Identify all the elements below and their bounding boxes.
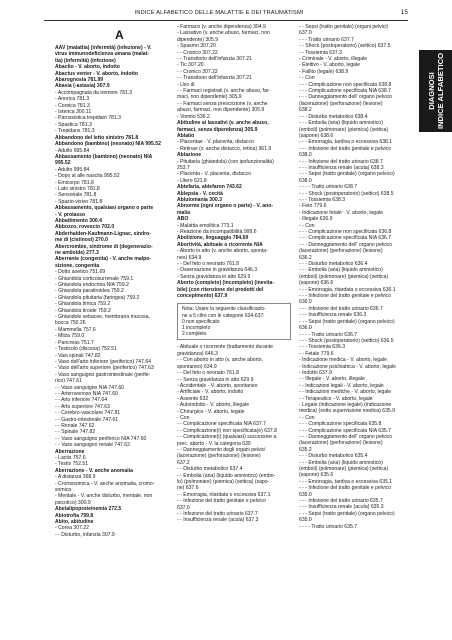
index-sub-entry: - - - Disturbo metabolico 635.4	[299, 453, 368, 460]
index-sub-entry: - - Spinale 747.82	[55, 429, 96, 436]
index-column-3	[299, 24, 417, 530]
index-sub-entry: - - - Complicazione non specificata 636.8	[299, 229, 392, 235]
index-sub-entry: - - - Tossiemia 636.3	[299, 344, 346, 351]
index-main-entry: Abercrombie, sindrome di (degenerazio-	[55, 243, 153, 250]
index-sub-entry: - - - Embolia (aria) (liquido amniotico)	[299, 267, 383, 274]
index-sub-entry: abuso, farmaci, non dipendente) 305.9	[177, 107, 265, 114]
index-sub-entry: - - - Complicazione specificata NIA 638.7	[299, 88, 392, 95]
index-sub-entry: - - - Sepsi (tratto genitale) (organo pelvico)	[299, 510, 395, 517]
index-sub-entry: - - Embolia (aria) (liquido amniotico) (embo-	[177, 472, 276, 479]
index-sub-entry: rico) 747.61	[55, 378, 82, 385]
index-sub-entry: - Pancreas 751.7	[55, 339, 94, 346]
index-sub-entry: - - - Insufficienza renale 636.3	[299, 312, 367, 319]
index-sub-entry: - - - Embolia (aria) (liquido amniotico)	[299, 120, 383, 127]
index-sub-entry: - Osservazione in gravidanza 646.3	[177, 267, 258, 274]
index-main-entry: Abolizione, linguaggio 784.69	[177, 235, 249, 242]
index-sub-entry: - - Con	[299, 222, 315, 229]
index-sub-entry: - Ghiandola pituitaria (faringea) 759.2	[55, 294, 140, 301]
index-sub-entry: - - Complicazione(i) (qualsiasi) successive a	[177, 434, 277, 441]
index-main-entry: virus immunodeficienza umana (malat-	[55, 51, 149, 58]
index-sub-entry: - Autoindotto - V. aborto, illegale	[177, 402, 250, 409]
index-sub-entry: - Feto 779.6	[299, 203, 327, 210]
index-sub-entry: - Ghiandola paratiroidea 759.2	[55, 288, 124, 295]
index-sub-entry: - Assente 632	[177, 395, 209, 402]
index-sub-entry: - Illegale 636.9	[299, 216, 333, 223]
index-sub-entry: - Accidentale - V. aborto, spontaneo	[177, 382, 258, 389]
index-sub-entry: - - Transitorio dell'infanzia 307.21	[177, 56, 252, 63]
index-sub-entry: - - - Tossiemia 638.3	[299, 196, 346, 203]
index-sub-entry: - - Vaso sanguigno renale 747.62	[55, 442, 130, 449]
index-sub-entry: - Legale (indicazione legale) (indicazione	[299, 401, 392, 408]
index-sub-entry: - - Cronico 307.22	[177, 68, 218, 75]
index-sub-entry: - Farmaco (v. anche dipendenza) 304.9	[177, 24, 266, 30]
index-sub-entry: - - Senza gravidanza in atto 629.9	[177, 376, 254, 383]
index-sub-entry: (lacerazione) (perforazione) (lesione)	[177, 453, 261, 460]
index-sub-entry: (emboli) (polmonare) (piemica) (settica)	[299, 273, 389, 280]
index-sub-entry: psicotico) 300.9	[55, 499, 91, 506]
index-sub-entry: 637.0	[177, 504, 190, 511]
index-sub-entry: - Indicazione fetale - V. aborto, legale	[299, 209, 383, 216]
index-sub-entry: - - - Embolia (aria) (liquido amniotico)	[299, 459, 383, 466]
index-sub-entry: - Adulto 995.84	[55, 166, 90, 173]
index-main-entry: Abbozzo, rovescio 702.0	[55, 224, 115, 231]
coding-note-line: Nota: Usare la seguente classificazio-	[182, 306, 266, 313]
index-sub-entry: spontaneo) 634.9	[177, 363, 217, 370]
index-main-entry: AAV (malattia) (infermità) (infezione) - V.	[55, 45, 152, 51]
index-sub-entry: - Lassativo (v. anche abuso, farmaci, non	[177, 30, 270, 37]
index-sub-entry: - Dopo al alle nascita 995.52	[55, 173, 120, 180]
index-sub-entry: - - Insufficienza renale (acuta) 637.3	[177, 517, 259, 524]
index-sub-entry: - Lato sinistro 781.8	[55, 185, 100, 192]
index-sub-entry: - Anorica 781.3	[55, 96, 90, 103]
index-sub-entry: - Vaso dell'arto inferiore (periferico) 747.64	[55, 358, 152, 365]
index-sub-entry: - Artificiale - V. aborto, indotto	[177, 389, 244, 396]
index-sub-entry: - - - - Tratto urinario 636.7	[299, 331, 358, 338]
index-sub-entry: - - - Shock (postoperatorio) (settico) 638.5	[299, 190, 394, 197]
index-sub-entry: - Vasi spinali 747.82	[55, 352, 101, 359]
index-sub-entry: - Retinae (v. anche distacco, retina) 361.9	[177, 145, 272, 152]
index-sub-entry: - - - - Tratto urinario 635.7	[299, 523, 358, 530]
index-sub-entry: - Abituale o ricorrente (trattamento durante	[177, 344, 273, 351]
index-sub-entry: - Mammella 757.6	[55, 326, 96, 333]
index-sub-entry: - - Sepsi (tratto genitale) (organi pelvici)	[299, 24, 389, 30]
index-sub-entry: - - Con	[299, 75, 315, 82]
index-main-entry: Ablazione	[177, 152, 202, 159]
index-main-entry: Abbandono (bambino) (neonato) NIA 995.52	[55, 141, 161, 148]
index-main-entry: me di (cistinosi) 270.0	[55, 237, 108, 244]
index-sub-entry: - - - - Tratto urinario 638.7	[299, 184, 358, 191]
index-main-entry: Abtefaria, ablefaron 743.62	[177, 184, 242, 191]
index-sub-entry: - - Transitorio dell'infanzia 307.21	[177, 75, 252, 82]
index-main-entry: Abbassamento (bambino) (neonato) NIA	[55, 153, 153, 160]
coding-note-line: 2 completo	[182, 331, 207, 338]
index-sub-entry: - - - Emorragia, tardiva o eccessiva 638.1	[299, 139, 393, 146]
index-column-1	[55, 24, 173, 538]
index-sub-entry: 637.2	[177, 459, 190, 466]
index-sub-entry: - - - Infezione del tratto urinario 635.7	[299, 498, 383, 505]
index-main-entry: ne amiloide) 277.3	[55, 250, 99, 256]
index-main-entry: Abarognosia 781.99	[55, 77, 104, 84]
index-main-entry: Abiotrofia 799.8	[55, 512, 94, 519]
index-sub-entry: (lacerazione) (perforazione) (lesione)	[299, 440, 383, 447]
index-sub-entry: - - Complicazione specificata NIA 637.7	[177, 421, 266, 428]
index-sub-entry: - Ghiandola tiroide 759.2	[55, 307, 111, 314]
index-sub-entry: - - - Infezione del tratto urinario 638.7	[299, 158, 383, 165]
index-main-entry: Abito, abitudine	[55, 519, 94, 526]
index-sub-entry: - Placentae - V. placenta, distacco	[177, 139, 254, 146]
index-sub-entry: - - - Insufficienza renale (acuta) 638.3	[299, 164, 384, 171]
index-sub-entry: - Aborto in atto (v. anche aborto, sponta-	[177, 248, 268, 255]
index-sub-entry: (emboli) (polmonare) (piemica) (settica)	[299, 126, 389, 133]
index-sub-entry: - - - Infezione del tratto genitale e pelvico	[299, 145, 392, 152]
index-sub-entry: gravidanza) 646.3	[177, 350, 218, 357]
index-sub-entry: - Ghiandola timica 759.2	[55, 301, 111, 308]
index-sub-entry: - Vomito 536.2	[177, 113, 210, 120]
index-sub-entry: 638.2	[299, 107, 312, 114]
index-sub-entry: (lacerazione) (perforazione) (lesione)	[299, 100, 383, 107]
index-sub-entry: 635.0	[299, 517, 312, 524]
index-sub-entry: dipendente) 305.9	[177, 36, 219, 43]
index-main-entry: 995.52	[55, 160, 71, 167]
index-sub-entry: - Adulto 995.84	[55, 147, 90, 154]
index-sub-entry: - Criminale - V. aborto, illegale	[299, 56, 368, 63]
index-sub-entry: - Indicazione psichiatrica - V. aborto, legale	[299, 363, 396, 370]
index-main-entry: Aberrante (congenita) - V. anche malpo-	[55, 256, 152, 263]
index-sub-entry: - Emicorpo 781.8	[55, 179, 94, 186]
index-sub-entry: - Malattia emolitica 773.1	[177, 222, 234, 229]
index-sub-entry: - - Shock (postoperatorio) (settico) 637.5	[299, 43, 391, 50]
index-sub-entry: (sapone) 636.6	[299, 280, 334, 287]
index-sub-entry: - - Del feto o neonato 761.8	[177, 370, 240, 377]
index-sub-entry: (sapone) 638.6	[299, 132, 334, 139]
index-sub-entry: (lacerazione) (perforazione) (lesione)	[299, 248, 383, 255]
index-sub-entry: - - Illegale - V. aborto, illegale	[299, 376, 365, 383]
index-sub-entry: 637.0	[299, 30, 312, 37]
index-sub-entry: - - Terapeutico - V. aborto, legale	[299, 395, 373, 402]
index-sub-entry: - - - Sepsi (tratto genitale) (organo pelvico)	[299, 318, 395, 325]
index-sub-entry: - - - Shock (postoperatorio) (settico) 636.5	[299, 337, 394, 344]
index-sub-entry: - Ghiandola corticosurrenale 759.1	[55, 275, 134, 282]
index-sub-entry: - Uso di	[177, 81, 195, 88]
index-main-entry: Abbassamento, qualsiasi organo o parte	[55, 205, 154, 212]
index-sub-entry: - - - Complicazione specificata NIA 635.7	[299, 427, 392, 434]
index-main-entry: Abactio - V. aborto, indotto	[55, 64, 120, 71]
index-sub-entry: 638.0	[299, 152, 312, 159]
index-sub-entry: - Cromosomica - V. anche anomalia, cromo-	[55, 480, 155, 487]
index-sub-entry: - - Arterovenoso NIA 747.60	[55, 390, 118, 397]
index-sub-entry: - - - Danneggiamento dell' organo pelvico	[299, 241, 392, 248]
index-sub-entry: - - Tossiemia 637.3	[299, 49, 342, 56]
index-sub-entry: - - Gastro-intestinale 747.61	[55, 416, 119, 423]
index-sub-entry: - - - Insufficienza renale (acuta) 635.3	[299, 504, 384, 511]
index-main-entry: bile) (con ritenzione dei prodotti del	[177, 286, 264, 293]
index-sub-entry: - - Vaso sanguigno periferico NIA 747.60	[55, 435, 147, 442]
index-sub-entry: - - - Emorragia, tardiva o eccessiva 635.1	[299, 478, 393, 485]
index-sub-entry: - Con	[177, 414, 190, 421]
index-sub-entry: - A distanza 368.9	[55, 474, 96, 481]
index-sub-entry: 638.0	[299, 177, 312, 184]
index-sub-entry: - - Indicazioni legali - V. aborto, legale	[299, 382, 384, 389]
index-sub-entry: 253.7	[177, 164, 190, 171]
index-main-entry: Abetalipoproteinemia 272.5	[55, 506, 122, 513]
index-sub-entry: - Spasmo 307.20	[177, 43, 216, 50]
index-column-2	[177, 24, 295, 524]
index-sub-entry: - - - Infezione del tratto genitale e pelvico	[299, 485, 392, 492]
index-sub-entry: 635.2	[299, 446, 312, 453]
page-number: 15	[400, 9, 408, 16]
index-sub-entry: - - Farmaci registrati (v. anche abuso, far-	[177, 88, 271, 95]
index-main-entry: Abactus venter - V. aborto, indotto	[55, 70, 139, 77]
index-sub-entry: - - Arto inferiore 747.64	[55, 397, 108, 404]
index-main-entry: Abasia (-astasia) 307.9	[55, 83, 110, 90]
index-sub-entry: - Indotto 637.9	[299, 369, 332, 376]
index-sub-entry: - Ghiandole sebacee, membrana mucosa,	[55, 314, 150, 321]
index-sub-entry: - Coreica 781.3	[55, 102, 90, 109]
index-sub-entry: - Accompagnata da tremore 781.3	[55, 89, 133, 96]
index-sub-entry: - - Disturbo, infanzia 307.9	[55, 531, 115, 538]
index-sub-entry: bocca 750.26	[55, 320, 86, 327]
index-sub-entry: - Vaso sanguigno gastrointestinale (perife-	[55, 371, 151, 378]
index-sub-entry: - Spastica 781.3	[55, 121, 92, 128]
index-sub-entry: - - Complicazione(i) non specificata(e) 637.8	[177, 427, 277, 434]
index-sub-entry: 636.2	[299, 254, 312, 261]
index-sub-entry: - - Del feto o neonato 761.8	[177, 261, 240, 268]
index-sub-entry: 636.0	[299, 325, 312, 332]
index-main-entry: Abbattimento 300.4	[55, 217, 102, 224]
index-sub-entry: - - Con aborto in atto (v. anche aborto,	[177, 357, 263, 364]
index-sub-entry: - Sensoriale 781.8	[55, 192, 97, 199]
index-sub-entry: - - Disturbo metabolico 637.4	[177, 466, 243, 473]
index-sub-entry: prec. aborto - V. la categoria 639	[177, 440, 251, 447]
index-sub-entry: - Corea 307.22	[55, 525, 89, 532]
index-main-entry: Ablepsia - V. cecità	[177, 190, 223, 197]
index-sub-entry: - Testis 752.51	[55, 461, 89, 468]
index-sub-entry: - - Cerebro-vascolare 747.81	[55, 410, 121, 417]
section-side-tab	[419, 50, 452, 132]
index-sub-entry: (emboli) (polmonare) (piemica) (settica)	[299, 466, 389, 473]
index-sub-entry: - Vaso dell'arto superiore (periferico) 747.63	[55, 365, 154, 372]
index-sub-entry: somica	[55, 487, 72, 494]
index-sub-entry: - Pituitaria (ghiandola) (con ipofunzionalità)	[177, 158, 274, 165]
index-sub-entry: - Placenta - V. placenta, distacco	[177, 171, 251, 178]
coding-note-box	[177, 303, 291, 340]
index-main-entry: Ablatio	[177, 132, 195, 139]
index-sub-entry: - - - Infezione del tratto urinario 636.7	[299, 305, 383, 312]
index-sub-entry: - - - Complicazione non specificata 638.8	[299, 81, 392, 88]
side-tab-line-1: DIAGNOSI	[426, 72, 436, 110]
coding-note-line: 1 incompleto	[182, 325, 211, 332]
index-sub-entry: - - Fetale 779.6	[299, 350, 334, 357]
index-sub-entry: - - Infezione del tratto genitale e pelvico	[177, 498, 266, 505]
index-sub-entry: - - Renale 747.62	[55, 422, 95, 429]
index-sub-entry: - Spazio-visivo 781.8	[55, 198, 103, 205]
index-main-entry: Abnorme (ogni organo o parte) - V. ano-	[177, 203, 274, 210]
index-sub-entry: - - Infezione del tratto urinario 637.7	[177, 511, 258, 518]
index-main-entry: tia) (infermità) (infezione)	[55, 57, 116, 64]
index-sub-entry: - Isterica 300.11	[55, 109, 92, 116]
index-sub-entry: ne) 637.6	[177, 485, 199, 492]
index-main-entry: ABO	[177, 216, 189, 223]
index-sub-entry: - - - Danneggiamento dell' organo pelvico	[299, 434, 392, 440]
index-sub-entry: - - - Disturbo metabolico 636.4	[299, 261, 368, 268]
index-sub-entry: - - - Complicazione specificata 635.8	[299, 421, 382, 428]
index-sub-entry: 636.0	[299, 299, 312, 306]
index-main-entry: malia	[177, 209, 191, 216]
index-sub-entry: - Parossistica trepidant 781.3	[55, 115, 121, 122]
index-sub-entry: - - Arto superiore 747.63	[55, 403, 110, 410]
index-main-entry: concepimento) 637.9	[177, 293, 228, 300]
coding-note-line: 0 non specificato	[182, 318, 220, 325]
index-sub-entry: - Testicolo (discesa) 752.51	[55, 346, 117, 353]
index-sub-entry: - - - Infezione del tratto genitale e pelvico	[299, 293, 392, 300]
index-sub-entry: - Trepidans 781.3	[55, 128, 95, 135]
index-sub-entry: - Milza 759.0	[55, 333, 85, 340]
running-title: INDICE ALFABETICO DELLE MALATTIE E DEI TRAUMATISMI	[134, 10, 304, 16]
index-main-entry: Aberrazione	[55, 448, 85, 455]
page-header	[44, 8, 408, 20]
index-sub-entry: - Mentale - V. anche disturbo, mentale, non	[55, 493, 153, 500]
index-sub-entry: (sapone) 635.6	[299, 472, 334, 479]
index-main-entry: Ablutomania 300.3	[177, 196, 223, 203]
index-sub-entry: - Tic 307.20	[177, 62, 204, 69]
index-sub-entry: neo) 634.9	[177, 254, 202, 261]
header-rule	[44, 20, 408, 21]
index-sub-entry: - - - Sepsi (tratto genitale) (organo pelvico)	[299, 171, 395, 178]
index-sub-entry: - - - Complicazione specificata NIA 636.7	[299, 235, 392, 242]
index-sub-entry: medica) (sotto supervisione medica) 635.9	[299, 408, 395, 415]
index-sub-entry: lo) (polmonare) (piemica) (settica) (sapo-	[177, 479, 270, 486]
index-sub-entry: - - Farmaci senza prescrizione (v. anche	[177, 100, 268, 107]
index-sub-entry: - - - Disturbo metabolico 638.4	[299, 113, 368, 120]
index-sub-entry: - Senza gravidanza in atto 629.9	[177, 273, 251, 280]
index-sub-entry: maci, non dipendente) 305.9	[177, 94, 242, 101]
index-main-entry: Abortività, abituale o ricorrente NIA	[177, 241, 263, 248]
index-sub-entry: - - - Tratto urinario 637.7	[299, 36, 354, 43]
index-sub-entry: - - Danneggiamento degli organi pelvici	[177, 446, 266, 453]
index-sub-entry: - - - Emorragia, ritardata o eccessiva 636.1	[299, 286, 396, 293]
index-sub-entry: 635.0	[299, 491, 312, 498]
coding-note-line: ne a 5 cifre con le categorie 634-637:	[182, 312, 265, 319]
index-sub-entry: - Chirurgico - V. aborto, legale	[177, 408, 245, 415]
index-main-entry: Abitudine ai lassativi (v. anche abuso,	[177, 120, 269, 127]
index-main-entry: - V. prolasso	[55, 211, 86, 218]
index-sub-entry: - - Emorragia, ritardata o eccessiva 637.1	[177, 491, 271, 498]
index-sub-entry: - Lactis 757.6	[55, 455, 86, 461]
index-sub-entry: - Fallito (legale) 638.9	[299, 68, 349, 75]
side-tab-line-2: INDICE ALFABETICO	[435, 52, 445, 130]
index-sub-entry: - - Vaso sanguigno NIA 747.60	[55, 384, 124, 391]
index-main-entry: Aberrazione - V. anche anomalia	[55, 467, 133, 474]
index-sub-entry: - Elettivo - V. aborto, legale	[299, 62, 360, 69]
section-letter: A	[115, 28, 124, 42]
index-main-entry: farmaci, senza dipendenza) 305.9	[177, 126, 258, 133]
index-sub-entry: - Ghiandola endocrina NIA 759.2	[55, 282, 129, 289]
index-sub-entry: - Utero 621.8	[177, 177, 207, 184]
index-sub-entry: - - Cronico 307.22	[177, 49, 218, 56]
index-sub-entry: - - Indicazioni mediche - V. aborto, legale	[299, 389, 392, 396]
index-main-entry: sizione, congenita	[55, 262, 100, 269]
index-sub-entry: - Reazione da incompatibilità 999.6	[177, 229, 257, 235]
index-main-entry: Abbandono del letto sinistro 781.8	[55, 134, 139, 141]
index-main-entry: Abderhalden-Kaufmann-Lignac, sindro-	[55, 230, 151, 237]
index-sub-entry: - Dotto aoetico 751.69	[55, 269, 106, 276]
index-main-entry: Aborto (completo) (incompleto) (inevita-	[177, 280, 275, 287]
index-sub-entry: - Indicazione medica - V. aborto, legale	[299, 357, 387, 364]
index-sub-entry: - - Con	[299, 414, 315, 421]
index-sub-entry: - - - Danneggiamento dell' organo pelvico	[299, 94, 392, 101]
